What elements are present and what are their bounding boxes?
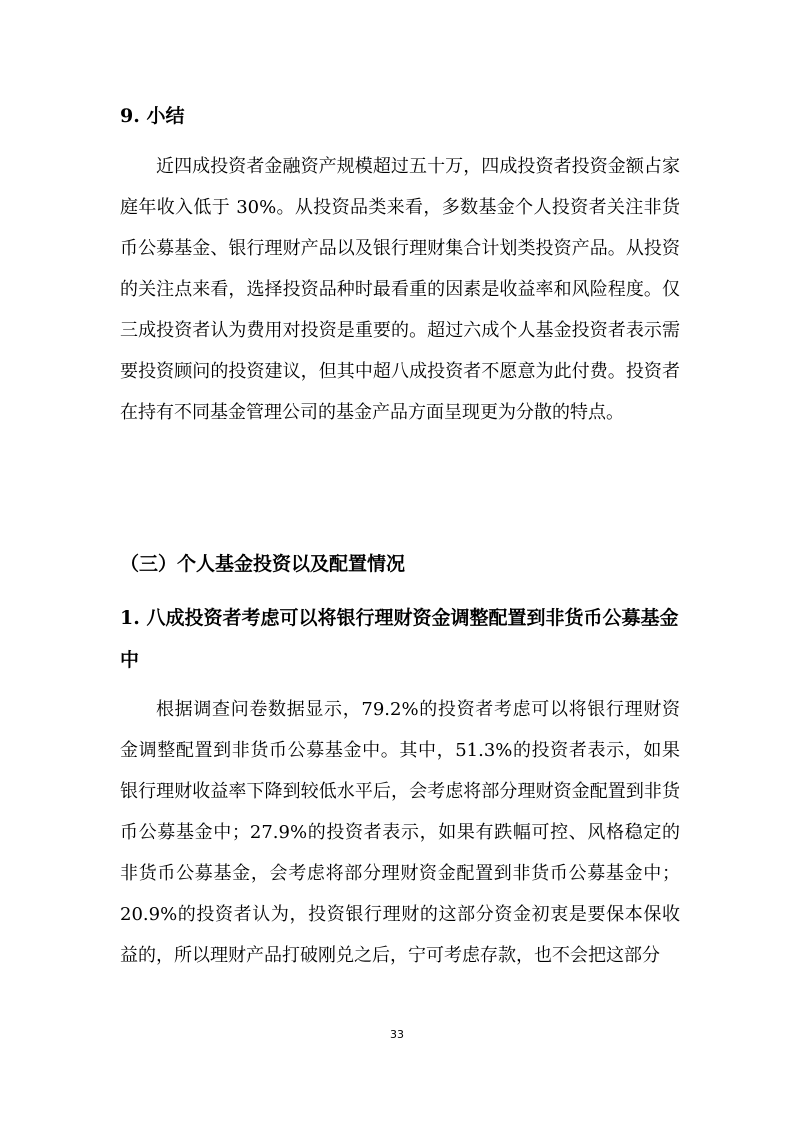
subsection-heading: 1. 八成投资者考虑可以将银行理财资金调整配置到非货币公募基金中 [120, 607, 679, 671]
summary-paragraph: 近四成投资者金融资产规模超过五十万，四成投资者投资金额占家庭年收入低于 30%。从投资品类来看，多数基金个人投资者关注非货币公募基金、银行理财产品以及银行理财集合计划类投资产品。从投资的关注点来看，选择投资品种时最看重的因素是收益率和风险程度。仅三成投资者认为费用对投资是重要的。超过六成个人基金投资者表示需要投资顾问的投资建议，但其中超八成投资者不愿意为此付费。投资者在持有不同基金管理公司的基金产品方面呈现更为分散的特点。 [120, 156, 680, 423]
subsection-paragraph: 根据调查问卷数据显示，79.2%的投资者考虑可以将银行理财资金调整配置到非货币公募基金中。其中，51.3%的投资者表示，如果银行理财收益率下降到较低水平后，会考虑将部分理财资金配置到非货币公募基金中；27.9%的投资者表示，如果有跌幅可控、风格稳定的非货币公募基金，会考虑将部分理财资金配置到非货币公募基金中；20.9%的投资者认为，投资银行理财的这部分资金初衷是要保本保收益的，所以理财产品打破刚兑之后，宁可考虑存款，也不会把这部分 [120, 699, 680, 966]
section-heading: （三）个人基金投资以及配置情况 [120, 553, 406, 575]
page-number: 33 [390, 1028, 404, 1041]
summary-heading: 9. 小结 [120, 105, 185, 127]
